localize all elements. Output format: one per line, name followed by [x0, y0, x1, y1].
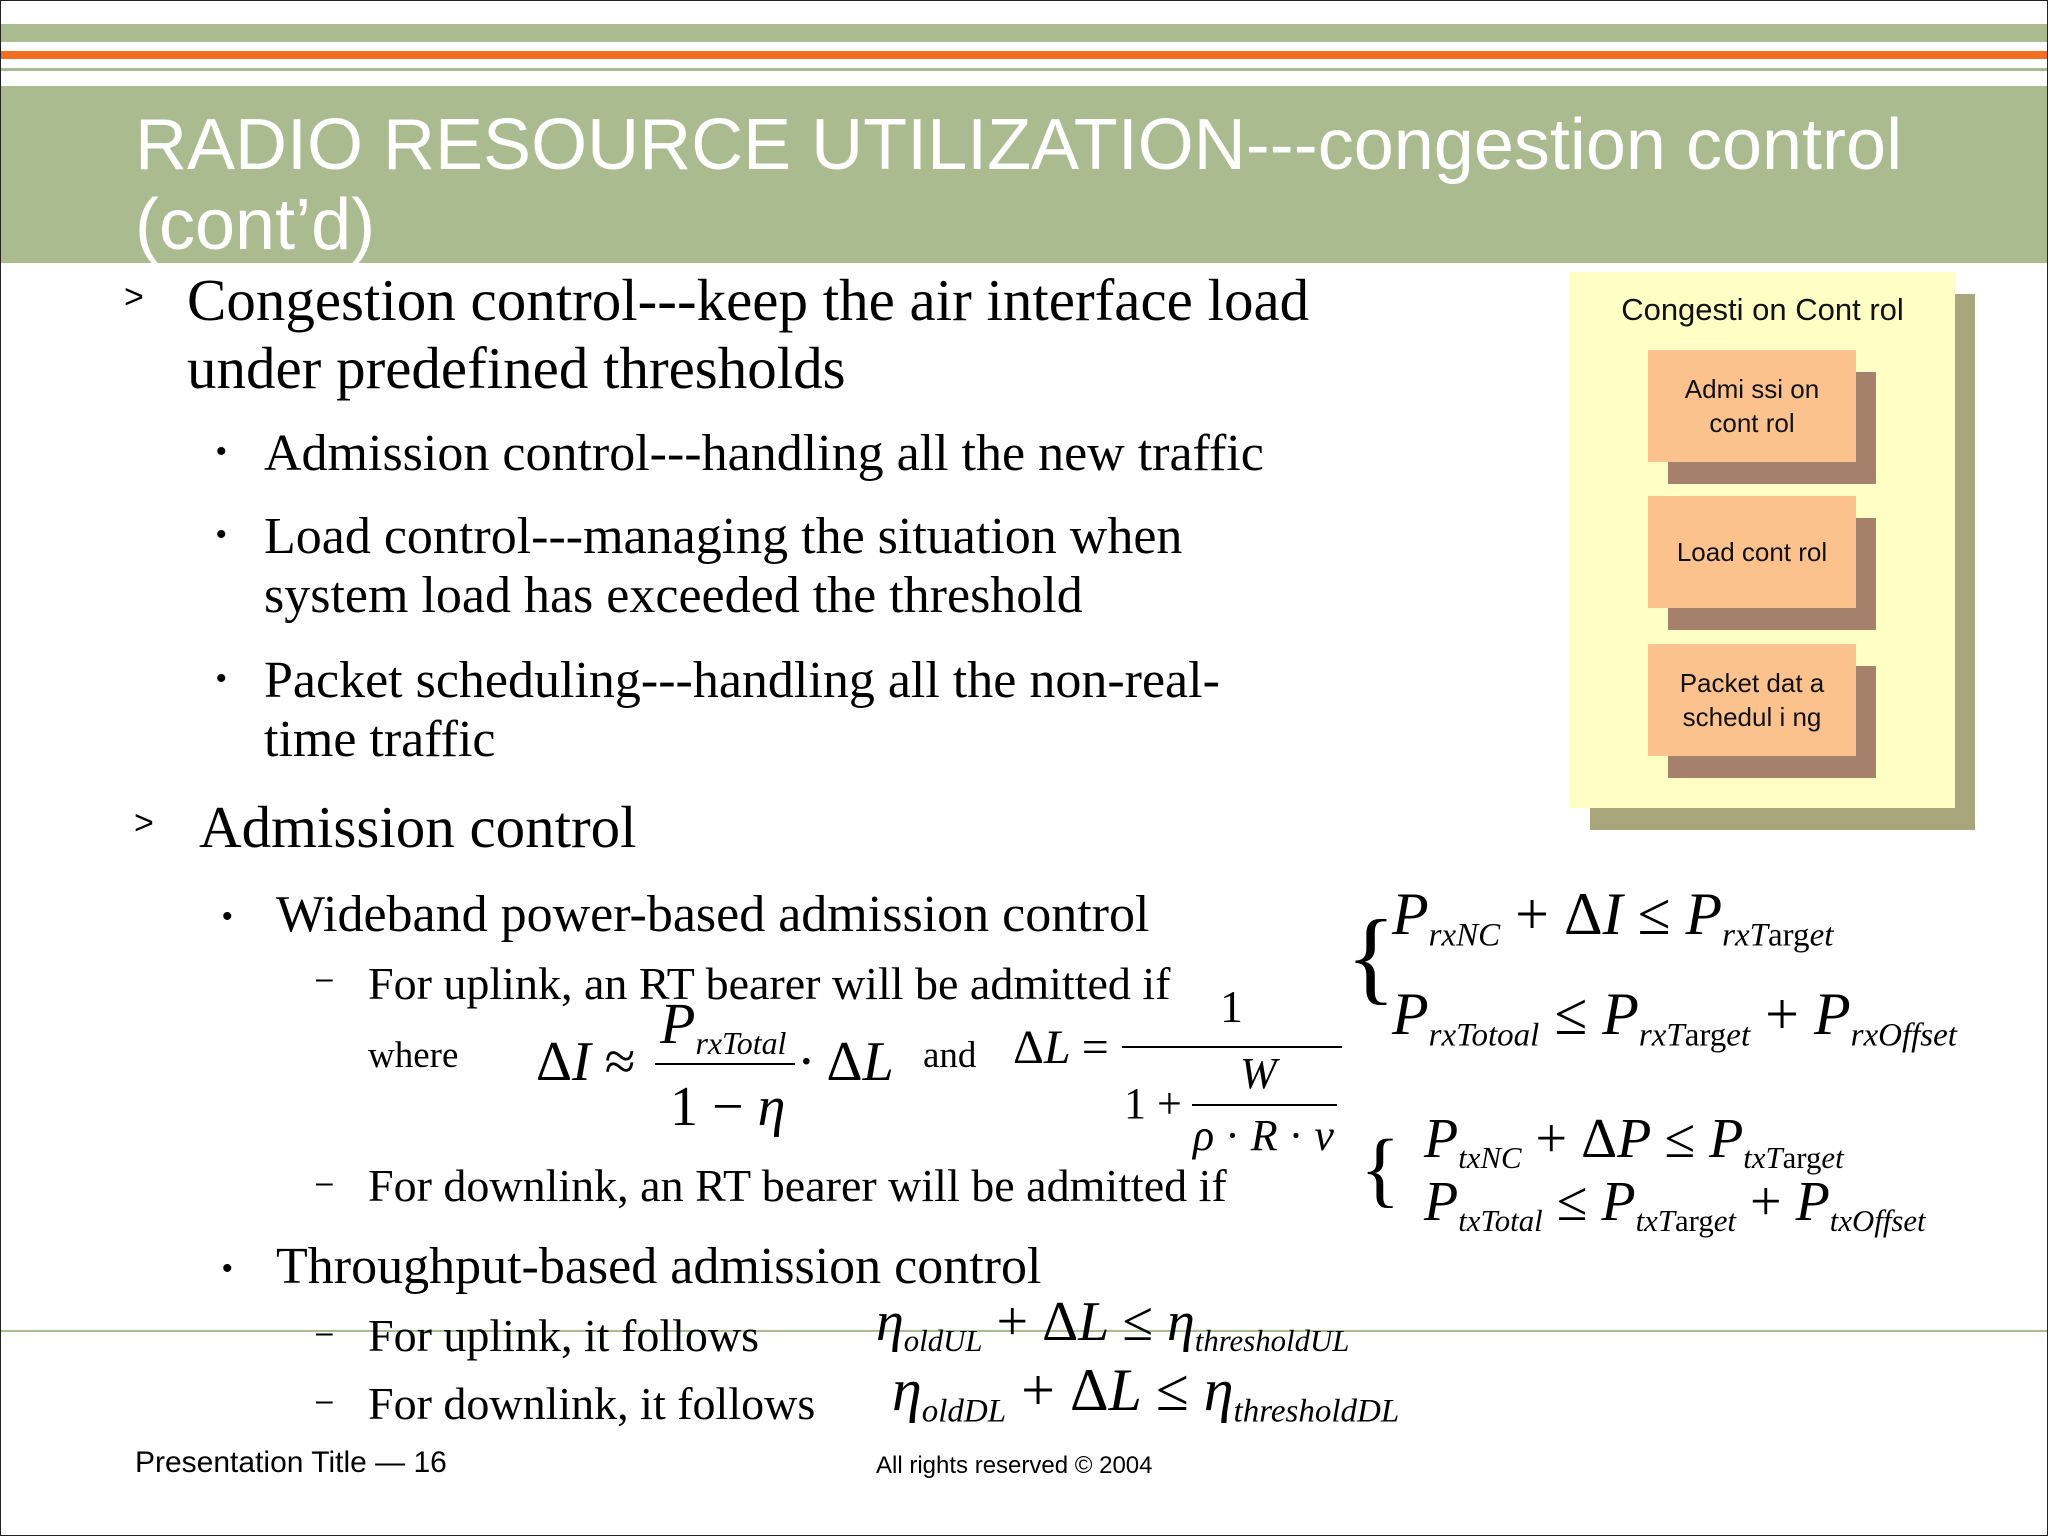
uplink-condition-1: $P_{rxNC} + \Delta I \le P_{rxTarget}$: [1392, 881, 1834, 954]
delta-l-denominator-one: 1 +: [1124, 1079, 1182, 1128]
downlink-condition-1: $P_{txNC} + \Delta P \le P_{txTarget}$: [1424, 1108, 1844, 1175]
downlink-conditions-brace: {: [1360, 1123, 1401, 1216]
dash-marker: –: [316, 1384, 333, 1417]
sub-item-admission-control: Admission control---handling all the new traffic: [264, 425, 1264, 482]
uplink-condition-2: $P_{rxTotoal} \le P_{rxTarget} + P_{rxOffset}$: [1392, 981, 1957, 1054]
fraction-bar: [655, 1063, 795, 1065]
bullet-congestion-control-line1: Congestion control---keep the air interface load: [187, 267, 1310, 333]
uplink-conditions-brace: {: [1346, 899, 1396, 1014]
fraction-bar: [1192, 1104, 1337, 1106]
sub-item-load-control-line1: Load control---managing the situation when: [264, 508, 1183, 565]
sub-item-throughput-admission: Throughput-based admission control: [276, 1238, 1042, 1295]
sub-item-wideband-admission: Wideband power-based admission control: [276, 886, 1150, 943]
dash-marker: –: [316, 1166, 333, 1199]
bullet-marker: >: [134, 804, 154, 842]
sub-item-packet-scheduling-line1: Packet scheduling---handling all the non-real-: [264, 652, 1220, 709]
throughput-downlink-formula: $\eta_{oldDL} + \Delta L \le \eta_{thresholdDL}$: [892, 1357, 1400, 1430]
downlink-condition-2: $P_{txTotal} \le P_{txTarget} + P_{txOffset}$: [1424, 1171, 1926, 1238]
header-stripe-thin: [0, 68, 2048, 71]
throughput-downlink-text: For downlink, it follows: [368, 1378, 816, 1429]
footer-copyright: All rights reserved © 2004: [876, 1452, 1153, 1479]
uplink-admitted-text: For uplink, an RT bearer will be admitted if: [368, 958, 1171, 1009]
throughput-uplink-text: For uplink, it follows: [368, 1310, 760, 1361]
and-label: and: [923, 1035, 977, 1076]
sub-bullet-marker: •: [222, 900, 233, 933]
slide-title: RADIO RESOURCE UTILIZATION---congestion control (cont’d): [135, 105, 1903, 265]
sub-item-load-control-line2: system load has exceeded the threshold: [264, 567, 1083, 624]
dash-marker: –: [316, 962, 333, 995]
sub-item-packet-scheduling-line2: time traffic: [264, 711, 496, 768]
delta-i-formula: ΔI ≈: [536, 1031, 636, 1093]
delta-i-numerator: $P_{rxTotal}$: [660, 991, 787, 1062]
delta-l-multiplier: · ΔL: [797, 1031, 894, 1093]
sub-bullet-marker: •: [222, 1252, 233, 1285]
sub-bullet-marker: •: [216, 662, 227, 695]
delta-l-inner-denominator: ρ · R · ν: [1193, 1111, 1334, 1160]
diagram-box-admission-control: Admi ssi on cont rol: [1648, 350, 1856, 462]
downlink-admitted-text: For downlink, an RT bearer will be admitted if: [368, 1160, 1227, 1211]
sub-bullet-marker: •: [216, 435, 227, 468]
bullet-congestion-control-line2: under predefined thresholds: [187, 335, 846, 401]
diagram-title: Congesti on Cont rol: [1621, 292, 1904, 327]
throughput-uplink-formula: $\eta_{oldUL} + \Delta L \le \eta_{thresholdUL}$: [876, 1291, 1350, 1358]
delta-l-inner-numerator: W: [1240, 1049, 1277, 1098]
where-label: where: [368, 1035, 459, 1076]
delta-l-numerator: 1: [1220, 981, 1243, 1032]
header-stripe-green: [0, 24, 2048, 42]
diagram-box-packet-scheduling: Packet dat a schedul i ng: [1648, 644, 1856, 756]
footer-presentation-title: Presentation Title — 16: [135, 1446, 447, 1479]
bullet-admission-control: Admission control: [199, 794, 637, 860]
fraction-bar: [1122, 1046, 1342, 1048]
sub-bullet-marker: •: [216, 518, 227, 551]
delta-i-denominator: 1 − η: [670, 1076, 786, 1138]
diagram-box-load-control: Load cont rol: [1648, 496, 1856, 608]
dash-marker: –: [316, 1316, 333, 1349]
delta-l-formula: ΔL =: [1013, 1021, 1109, 1074]
bullet-marker: >: [124, 278, 144, 316]
header-stripe-orange: [0, 51, 2048, 59]
